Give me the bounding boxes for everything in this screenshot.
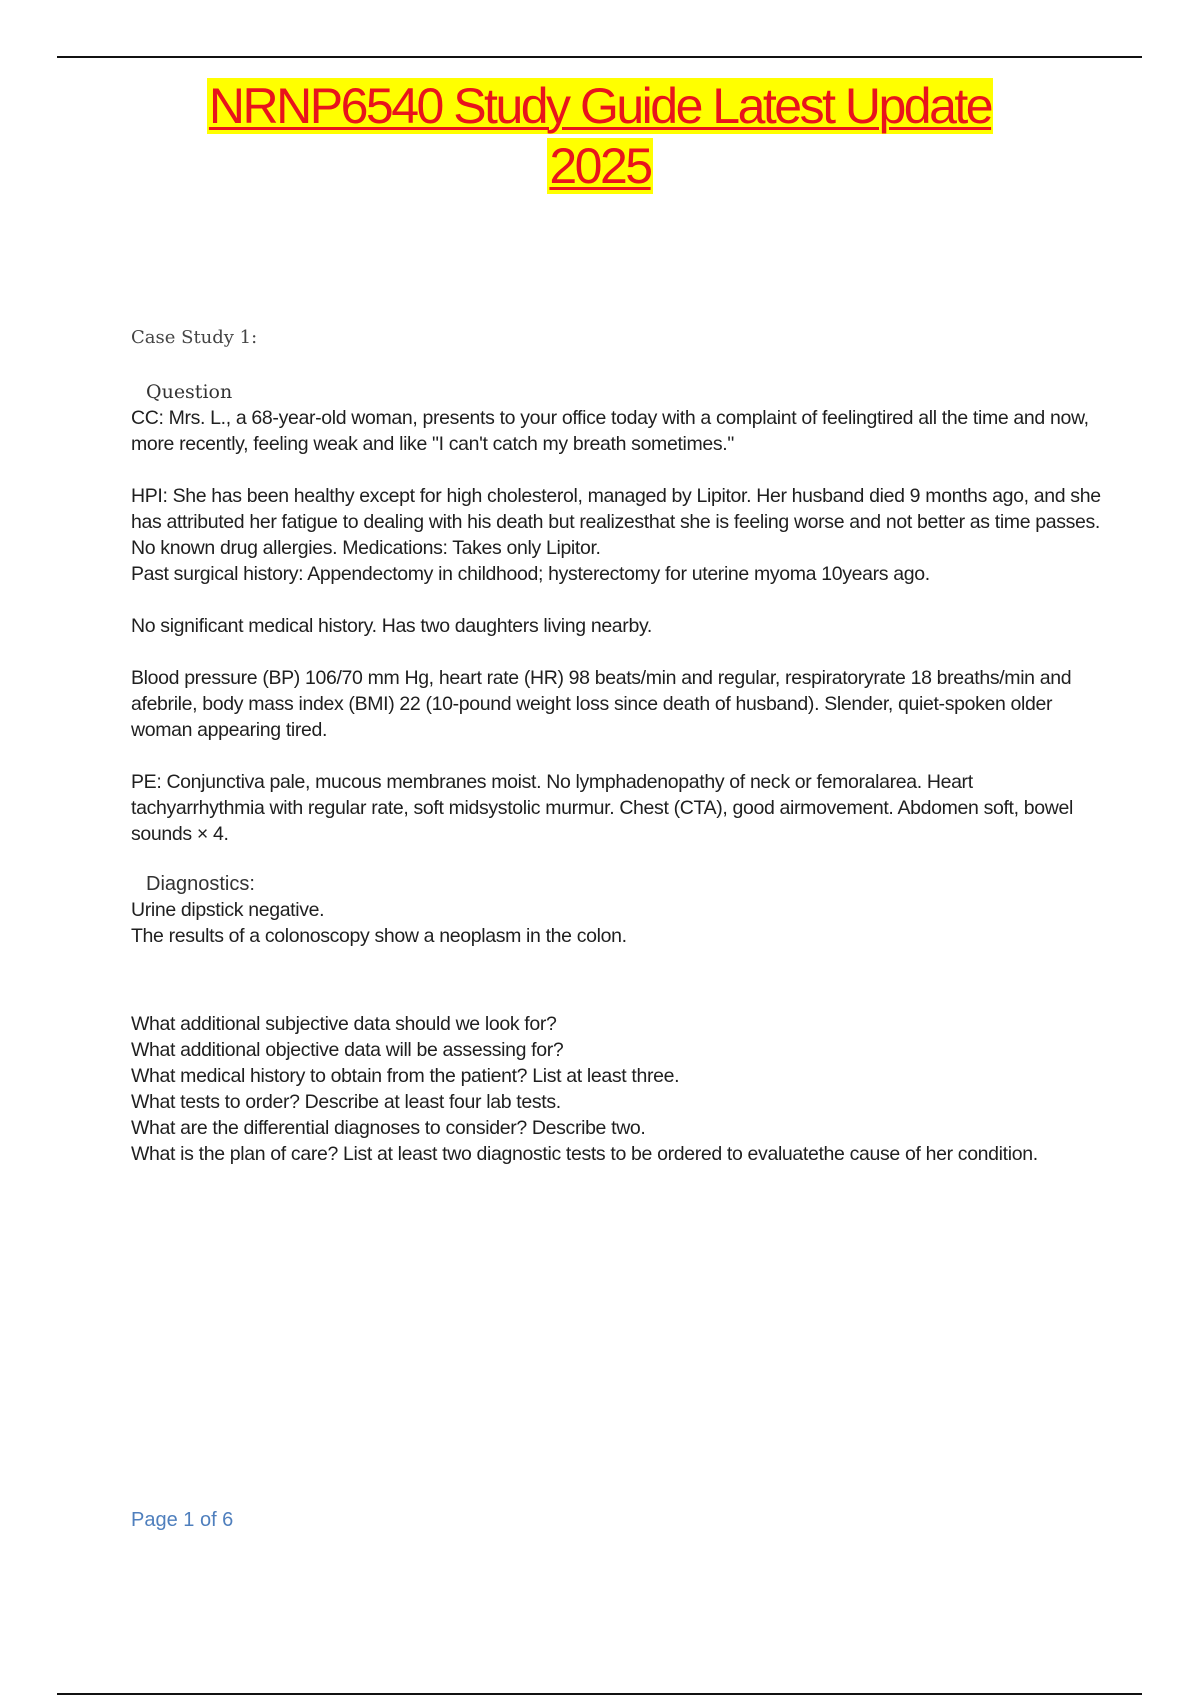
question-heading: Question	[146, 381, 233, 403]
question-item: What tests to order? Describe at least four lab tests.	[131, 1091, 561, 1113]
top-rule	[57, 56, 1142, 58]
vitals-paragraph: Blood pressure (BP) 106/70 mm Hg, heart rate (HR) 98 beats/min and regular, respiratoryrate 18 breaths/min and afebrile, body mass index (BMI) 22 (10-pound weight loss since death of husband). Slender, quiet-spoken older woman appearing tired.	[131, 667, 1072, 741]
surgical-history-line: Past surgical history: Appendectomy in childhood; hysterectomy for uterine myoma 10years ago.	[131, 563, 930, 585]
chief-complaint: CC: Mrs. L., a 68-year-old woman, presents to your office today with a complaint of feelingtired all the time and now, more recently, feeling weak and like "I can't catch my breath sometimes."	[131, 407, 1089, 455]
page-number: Page 1 of 6	[131, 1509, 234, 1531]
hpi-paragraph: HPI: She has been healthy except for high cholesterol, managed by Lipitor. Her husband died 9 months ago, and she has attributed her fatigue to dealing with his death but realizesthat she is feeling worse and not better as time passes.	[131, 485, 1101, 533]
title-line-2: 2025	[549, 138, 651, 194]
document-title	[0, 76, 1200, 196]
question-item: What additional subjective data should we look for?	[131, 1013, 557, 1035]
diagnostics-heading: Diagnostics:	[146, 873, 255, 895]
medical-history-line: No significant medical history. Has two daughters living nearby.	[131, 615, 652, 637]
question-item: What medical history to obtain from the patient? List at least three.	[131, 1065, 680, 1087]
title-line-1: NRNP6540 Study Guide Latest Update	[208, 78, 992, 134]
diagnostic-item: The results of a colonoscopy show a neoplasm in the colon.	[131, 925, 627, 947]
physical-exam-paragraph: PE: Conjunctiva pale, mucous membranes moist. No lymphadenopathy of neck or femoralarea. Heart tachyarrhythmia with regular rate, soft midsystolic murmur. Chest (CTA), good airmovement. Abdomen soft, bowel sounds × 4.	[131, 771, 1073, 845]
question-item: What is the plan of care? List at least two diagnostic tests to be ordered to evaluatethe cause of her condition.	[131, 1143, 1038, 1165]
case-study-body	[131, 325, 1111, 1167]
question-item: What are the differential diagnoses to consider? Describe two.	[131, 1117, 646, 1139]
case-study-label: Case Study 1:	[131, 327, 258, 348]
question-list	[131, 1011, 1111, 1167]
question-item: What additional objective data will be assessing for?	[131, 1039, 564, 1061]
bottom-rule	[57, 1693, 1142, 1695]
allergies-line: No known drug allergies. Medications: Takes only Lipitor.	[131, 537, 601, 559]
diagnostic-item: Urine dipstick negative.	[131, 899, 325, 921]
